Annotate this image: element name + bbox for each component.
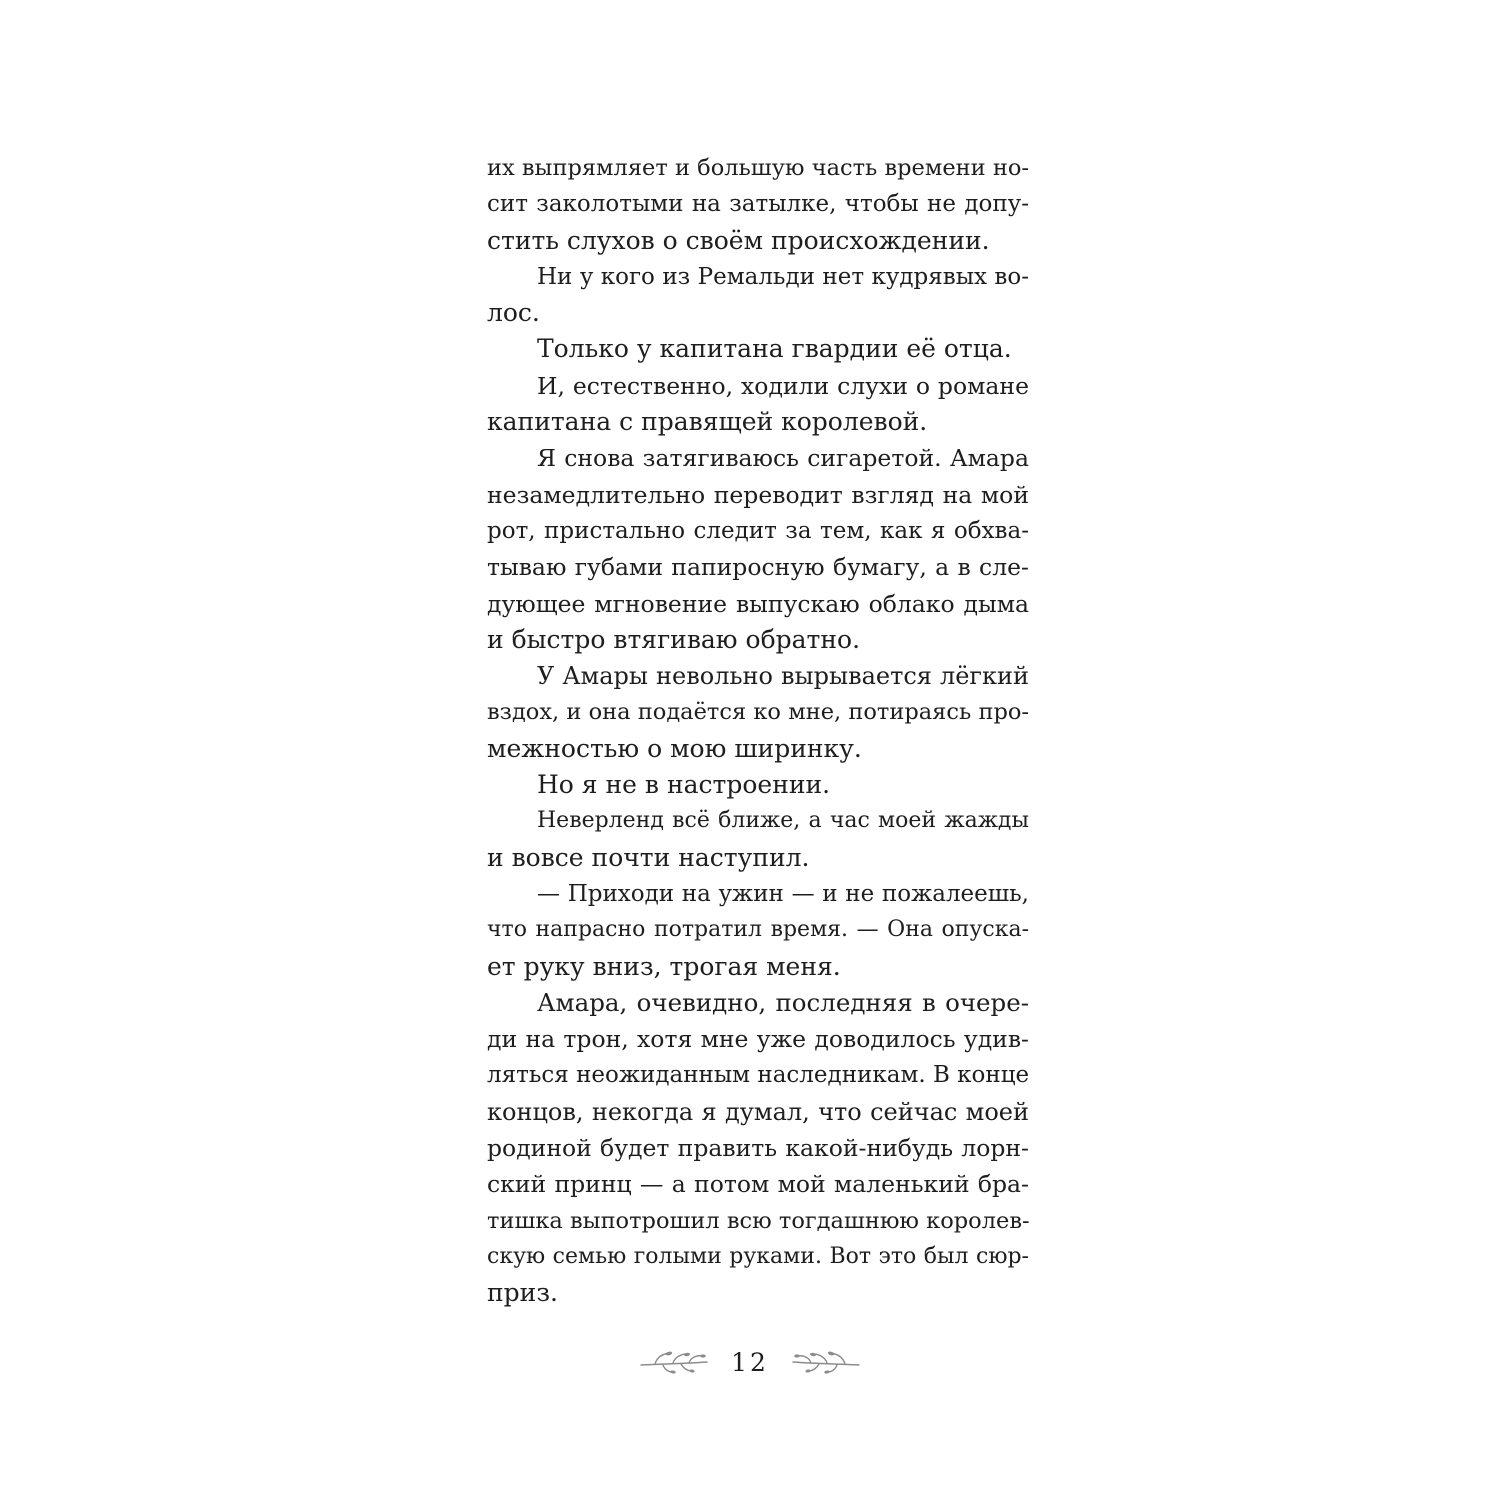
text-line: У Амары невольно вырывается лёгкий [537,662,1029,691]
text-line: стить слухов о своём происхождении. [487,225,990,255]
text-line: лос. [487,298,540,328]
text-line: Я снова затягиваюсь сигаретой. Амара [537,444,1029,473]
text-line: вздох, и она подаётся ко мне, потираясь про- [487,699,1029,726]
text-line: Ни у кого из Ремальди нет кудрявых во- [537,263,1029,290]
text-line: и вовсе почти наступил. [487,842,810,872]
leaf-sprig-icon [639,1347,709,1377]
text-line: тываю губами папиросную бумагу, а в сле- [487,553,1029,582]
text-line: ляться неожиданным наследникам. В конце [487,1062,1030,1089]
body-text [487,150,1029,1312]
leaf-sprig-icon [791,1347,861,1377]
text-line: родиной будет править какой-нибудь лорн- [487,1134,1029,1163]
text-line: ди на трон, хотя мне уже доводилось удив- [487,1025,1029,1054]
page-number: 12 [731,1347,769,1377]
text-line: ский принц — а потом мой маленький бра- [487,1170,1029,1199]
text-line: концов, некогда я думал, что сейчас моей [487,1097,1029,1126]
text-line: И, естественно, ходили слухи о романе [537,371,1029,400]
text-line: рот, пристально следит за тем, как я обхва- [487,517,1029,544]
text-line: дующее мгновение выпускаю облако дыма [487,589,1029,618]
text-line: капитана с правящей королевой. [487,407,928,437]
text-line: незамедлительно переводит взгляд на мой [487,480,1029,509]
text-line: межностью о мою ширинку. [487,733,862,763]
text-line: сит заколотыми на затылке, чтобы не допу- [487,191,1029,218]
text-line: их выпрямляет и большую часть времени но- [487,155,1029,181]
text-line: скую семью голыми руками. Вот это был сюр- [487,1243,1029,1269]
text-line: Амара, очевидно, последняя в очере- [537,987,1029,1017]
text-line: и быстро втягиваю обратно. [487,624,861,654]
text-line: Неверленд всё ближе, а час моей жажды [537,808,1029,834]
text-line: Только у капитана гвардии её отца. [537,334,1012,364]
text-line: приз. [487,1278,558,1308]
text-line: что напрасно потратил время. — Она опуска- [487,917,1029,943]
page-footer [0,1344,1500,1380]
text-line: тишка выпотрошил всю тогдашнюю королев- [487,1207,1030,1234]
text-line: ет руку вниз, трогая меня. [487,951,841,981]
text-line: — Приходи на ужин — и не пожалеешь, [537,880,1029,907]
text-line: Но я не в настроении. [537,770,831,800]
